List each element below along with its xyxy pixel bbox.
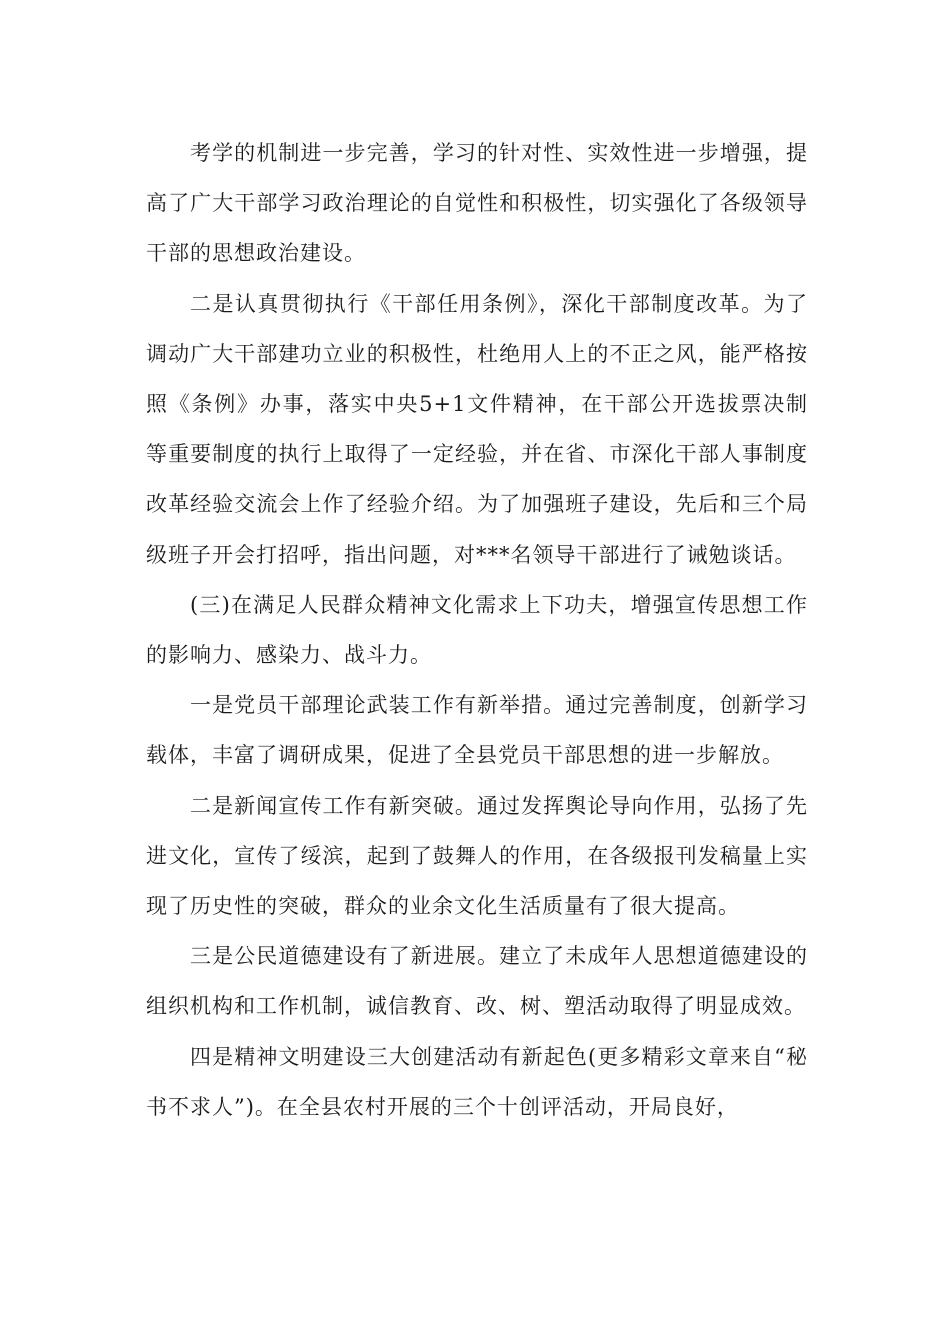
paragraph-1: 考学的机制进一步完善，学习的针对性、实效性进一步增强，提高了广大干部学习政治理论的自觉性和积极性，切实强化了各级领导干部的思想政治建设。 — [146, 141, 808, 266]
paragraph-5: 二是新闻宣传工作有新突破。通过发挥舆论导向作用，弘扬了先进文化，宣传了绥滨，起到了鼓舞人的作用，在各级报刊发稿量上实现了历史性的突破，群众的业余文化生活质量有了很大提高。 — [146, 793, 808, 919]
paragraph-4: 一是党员干部理论武装工作有新举措。通过完善制度，创新学习载体，丰富了调研成果，促进了全县党员干部思想的进一步解放。 — [146, 693, 808, 768]
paragraph-3: (三)在满足人民群众精神文化需求上下功夫，增强宣传思想工作的影响力、感染力、战斗力。 — [146, 592, 808, 668]
document-body — [146, 128, 808, 1132]
paragraph-7: 四是精神文明建设三大创建活动有新起色(更多精彩文章来自“秘书不求人”)。在全县农村开展的三个十创评活动，开局良好， — [146, 1044, 808, 1119]
paragraph-2: 二是认真贯彻执行《干部任用条例》，深化干部制度改革。为了调动广大干部建功立业的积极性，杜绝用人上的不正之风，能严格按照《条例》办事，落实中央5+1文件精神，在干部公开选拔票决制等重要制度的执行上取得了一定经验，并在省、市深化干部人事制度改革经验交流会上作了经验介绍。为了加强班子建设，先后和三个局级班子开会打招呼，指出问题，对***名领导干部进行了诫勉谈话。 — [146, 291, 808, 567]
paragraph-6: 三是公民道德建设有了新进展。建立了未成年人思想道德建设的组织机构和工作机制，诚信教育、改、树、塑活动取得了明显成效。 — [146, 944, 808, 1019]
